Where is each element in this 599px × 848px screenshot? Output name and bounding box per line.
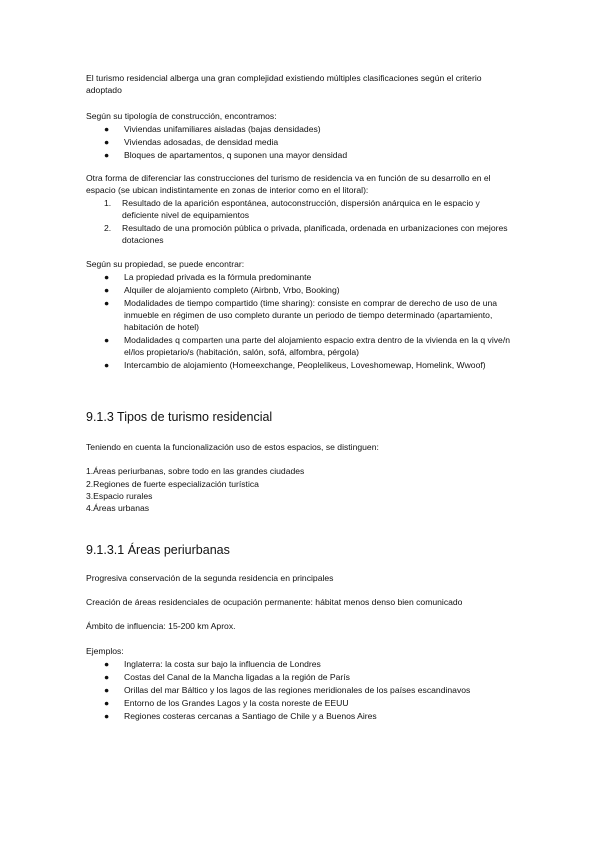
diferenciar-paragraph: Otra forma de diferenciar las construcciones del turismo de residencia va en función de su desarrollo en el espacio (se ubican indistintamente en zonas de interior como en el litoral): [86, 173, 491, 195]
paragraph: Creación de áreas residenciales de ocupación permanente: hábitat menos denso bien comunicado [86, 597, 463, 607]
tipologia-heading: Según su tipología de construcción, encontramos: [86, 111, 277, 121]
propiedad-heading: Según su propiedad, se puede encontrar: [86, 259, 245, 269]
intro-paragraph: El turismo residencial alberga una gran complejidad existiendo múltiples clasificaciones según el criterio adoptado [86, 73, 482, 95]
list-item: 3.Espacio rurales [86, 491, 153, 501]
section-heading-9-1-3: 9.1.3 Tipos de turismo residencial [86, 410, 273, 424]
ejemplos-label: Ejemplos: [86, 646, 124, 656]
list-item: 1.Áreas periurbanas, sobre todo en las grandes ciudades [86, 466, 305, 476]
list-item: 4.Áreas urbanas [86, 503, 150, 513]
section-heading-9-1-3-1: 9.1.3.1 Áreas periurbanas [86, 543, 230, 557]
paragraph: Ámbito de influencia: 15-200 km Aprox. [86, 621, 236, 631]
document-page: El turismo residencial alberga una gran complejidad existiendo múltiples clasificaciones según el criterio adoptado Según su tipología de construcción, encontramos: ● Viviendas unifamiliares aisladas (bajas densidades) ● Viviendas adosadas, de densidad media ● Bloques de apartamentos, q suponen una mayor densidad Otra forma de diferenciar las construcciones del turismo de residencia va en función de su desarrollo en el espacio (se ubican indistintamente en zonas de interior como en el litoral): 1. Resultado de la aparición espontánea, autoconstrucción, dispersión anárquica en le espacio y deficiente nivel de equipamientos 2. Resultado de una promoción pública o privada, planificada, ordenada en urbanizaciones con mejores dotaciones Según su propiedad, se puede encontrar: ● La propiedad privada es la fórmula predominante ● Alquiler de alojamiento completo (Airbnb, Vrbo, Booking) ● Modalidades de tiempo compartido (time sharing): consiste en comprar de derecho de uso de una inmueble en régimen de uso completo durante un periodo de tiempo determinado (apartamiento, habitación de hotel) ● Modalidades q comparten una parte del alojamiento espacio extra dentro de la vivienda en la q vive/n el/los propietario/s (habitación, salón, sofá, alfombra, pérgola) ● Intercambio de alojamiento (Homeexchange, Peoplelikeus, Loveshomewap, Homelink, Wwoof) 9.1.3 Tipos de turismo residencial Teniendo en cuenta la funcionalización uso de estos espacios, se distinguen: 1.Áreas periurbanas, sobre todo en las grandes ciudades 2.Regiones de fuerte especialización turística 3.Espacio rurales 4.Áreas urbanas 9.1.3.1 Áreas periurbanas Progresiva conservación de la segunda residencia en principales Creación de áreas residenciales de ocupación permanente: hábitat menos denso bien comunicado Ámbito de influencia: 15-200 km Aprox. Ejemplos: ● Inglaterra: la costa sur bajo la influencia de Londres ● Costas del Canal de la Mancha ligadas a la región de París ● Orillas del mar Báltico y los lagos de las regiones meridionales de los países escandinavos ● Entorno de los Grandes Lagos y la costa noreste de EEUU ● Regiones costeras cercanas a Santiago de Chile y a Buenos Aires [0, 0, 599, 848]
paragraph: Progresiva conservación de la segunda residencia en principales [86, 573, 334, 583]
list-item: 2.Regiones de fuerte especialización turística [86, 479, 259, 489]
section-intro: Teniendo en cuenta la funcionalización uso de estos espacios, se distinguen: [86, 442, 379, 452]
